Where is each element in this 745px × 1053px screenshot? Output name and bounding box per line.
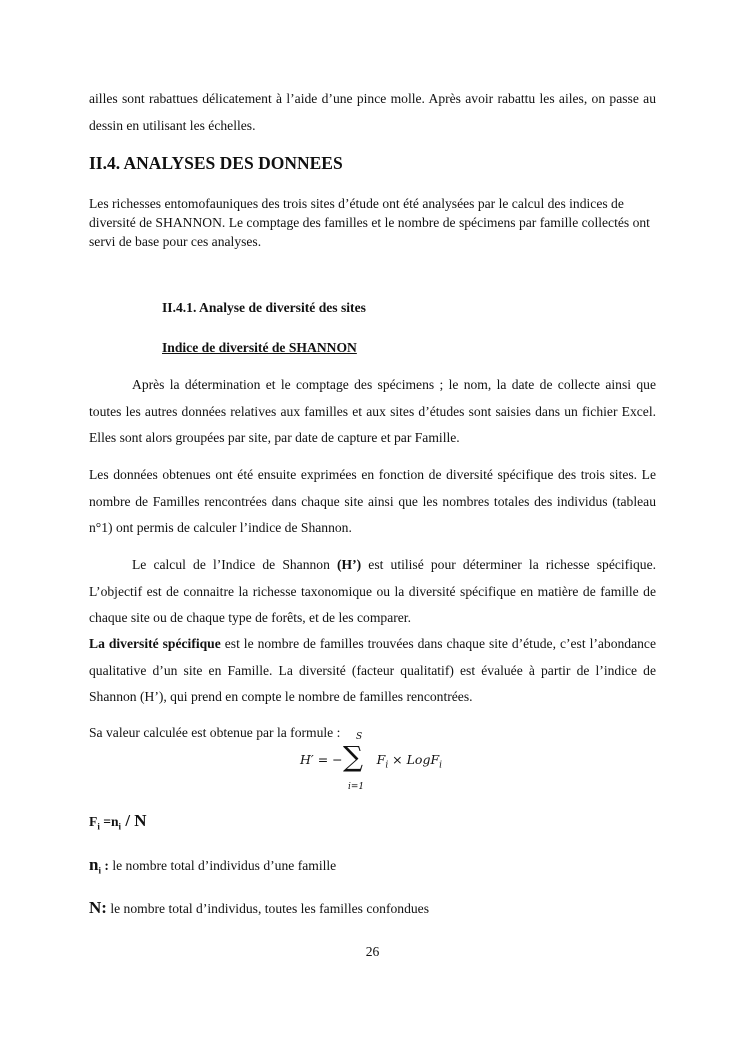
paragraph-3	[89, 552, 656, 632]
shannon-formula	[300, 732, 443, 792]
paragraph-2: Les données obtenues ont été ensuite exprimées en fonction de diversité spécifique des trois sites. Le nombre de Familles rencontrées dans chaque site ainsi que les nombres totales des individus (tableau n°1) ont permis de calculer l’indice de Shannon.	[89, 467, 656, 535]
section-paragraph: Les richesses entomofauniques des trois sites d’étude ont été analysées par le calcul des indices de diversité de SHANNON. Le comptage des familles et le nombre de spécimens par famille collectés ont servi de base pour ces analyses.	[89, 196, 650, 249]
sum-lower-limit: i=1	[348, 782, 365, 792]
paragraph-3-start: Le calcul de l’Indice de Shannon	[132, 557, 338, 572]
intro-paragraph: ailles sont rabattues délicatement à l’aide d’une pince molle. Après avoir rabattu les ailes, on passe au dessin en utilisant les échelles.	[89, 91, 656, 133]
sum-symbol: ∑	[343, 740, 363, 773]
definition-fi: $F_i =n_i / N$	[89, 811, 147, 832]
formula-lhs: H′ = −	[300, 752, 343, 767]
paragraph-4	[89, 631, 656, 711]
paragraph-3-bold: (H’)	[337, 557, 362, 572]
definition-ni: $n_i$ : le nombre total d’individus d’une famille	[89, 855, 337, 876]
section-heading: II.4. ANALYSES DES DONNEES	[89, 153, 343, 173]
paragraph-4-bold: La diversité spécifique	[89, 636, 221, 651]
definition-N: N: le nombre total d’individus, toutes les familles confondues	[89, 898, 429, 917]
subsection-title: II.4.1. Analyse de diversité des sites	[162, 300, 366, 315]
formula-intro: Sa valeur calculée est obtenue par la formule :	[89, 725, 341, 740]
sum-upper-limit: S	[356, 732, 363, 742]
subsection-subtitle: Indice de diversité de SHANNON	[162, 340, 357, 355]
formula-term: $F_i$ × LogF$_i$	[376, 752, 443, 771]
page-number: 26	[365, 944, 380, 959]
paragraph-1: Après la détermination et le comptage des spécimens ; le nom, la date de collecte ainsi que toutes les autres données relatives aux familles et aux sites d’études sont saisies dans un fichier Excel. Elles sont alors groupées par site, par date de capture et par Famille.	[89, 377, 656, 445]
paragraph-4-rest: est le nombre de familles trouvées dans chaque site d’étude, c’est l’abondance qualitative d’un site en Famille. La diversité (facteur qualitatif) est évaluée à partir de l’indice de Shannon (H’), qui prend en compte le nombre de familles rencontrées.	[89, 636, 656, 704]
paragraph-3-end: est utilisé pour déterminer la richesse spécifique. L’objectif est de connaitre la richesse taxonomique ou la diversité spécifique en matière de famille de chaque site ou de chaque type de forêts, et de les comparer.	[89, 557, 657, 625]
